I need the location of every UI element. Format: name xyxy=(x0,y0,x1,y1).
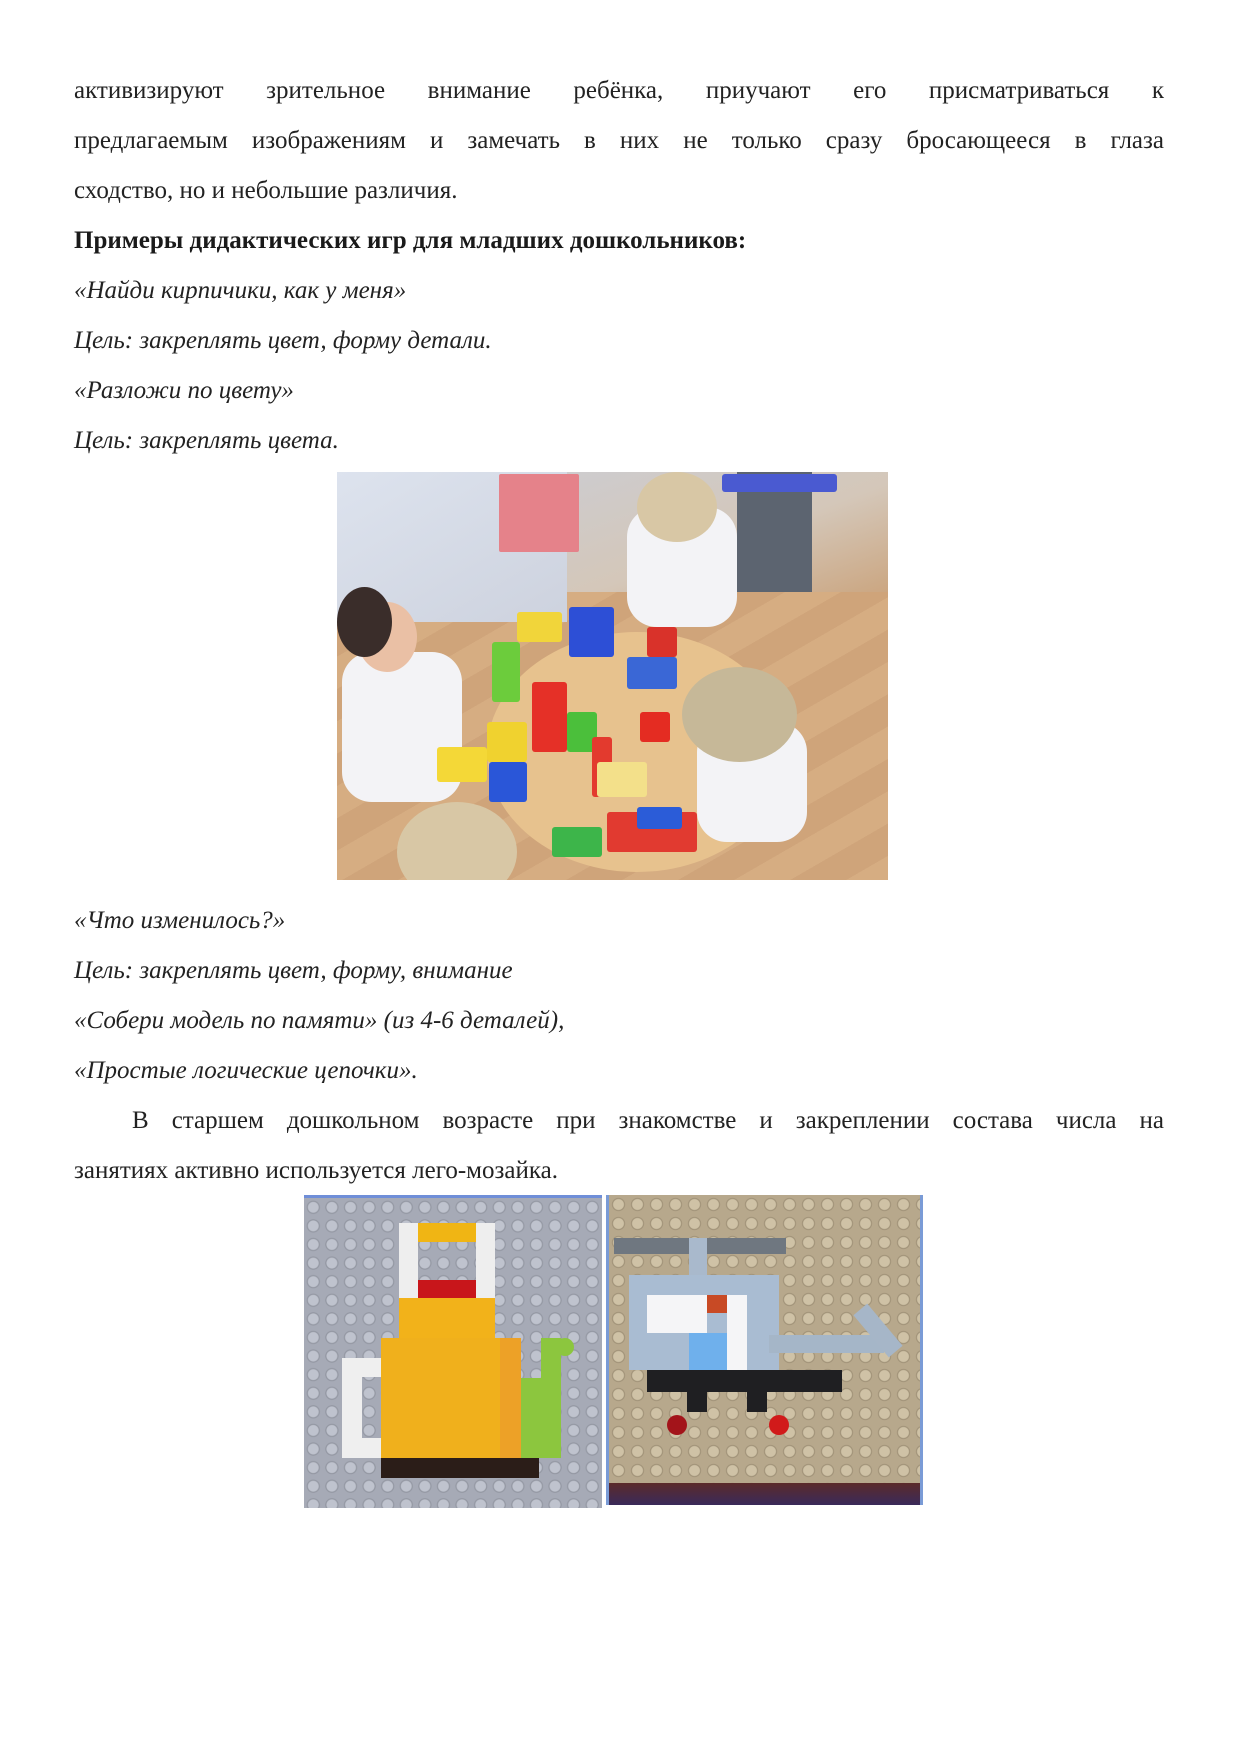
brick-red xyxy=(640,712,670,742)
brick-red xyxy=(532,682,567,752)
teapot-neck xyxy=(399,1298,495,1338)
game-title: «Собери модель по памяти» (из 4-6 деталей), xyxy=(74,1007,565,1034)
brick-blue xyxy=(569,607,614,657)
brick-green xyxy=(492,642,520,702)
game-goal: Цель: закреплять цвет, форму, внимание xyxy=(74,957,513,984)
helicopter-mast xyxy=(689,1238,707,1278)
helicopter-door xyxy=(689,1333,727,1370)
brick-red xyxy=(647,627,677,657)
paragraph-line: сходство, но и небольшие различия. xyxy=(74,177,458,204)
helicopter-red-light xyxy=(707,1295,727,1313)
teapot-lid-top xyxy=(418,1223,476,1242)
paragraph-line: В старшем дошкольном возрасте при знакомстве и закреплении состава числа на xyxy=(132,1107,1164,1134)
brick-yellow xyxy=(487,722,527,762)
game-title: «Что изменилось?» xyxy=(74,907,286,934)
brick-blue xyxy=(489,762,527,802)
baseplate-edge xyxy=(609,1483,920,1505)
paragraph-line: занятиях активно используется лего-мозайка. xyxy=(74,1157,558,1184)
game-title: «Разложи по цвету» xyxy=(74,377,294,404)
brick-blue xyxy=(637,807,682,829)
game-title: «Найди кирпичики, как у меня» xyxy=(74,277,407,304)
pink-box xyxy=(499,474,579,552)
helicopter-leg-left xyxy=(687,1390,707,1412)
baseplate-yellow xyxy=(597,762,647,797)
section-heading: Примеры дидактических игр для младших дошкольников: xyxy=(74,227,747,254)
kid-right-head xyxy=(682,667,797,762)
helicopter-skid xyxy=(647,1370,842,1392)
paragraph-line: активизируют зрительное внимание ребёнка, приучают его присматриваться к xyxy=(74,77,1164,104)
helicopter-window-right xyxy=(727,1295,747,1370)
teapot-handle-bottom xyxy=(342,1438,381,1458)
teapot-lid-frame-left xyxy=(399,1223,418,1298)
helicopter-leg-right xyxy=(747,1390,767,1412)
red-dot xyxy=(667,1415,687,1435)
brick-yellow xyxy=(437,747,487,782)
game-title: «Простые логические цепочки». xyxy=(74,1057,418,1084)
photo-children-lego xyxy=(337,472,888,880)
bin-lid xyxy=(722,474,837,492)
red-dot xyxy=(769,1415,789,1435)
helicopter-window-left xyxy=(647,1295,707,1333)
lego-mosaic-helicopter xyxy=(606,1195,923,1505)
kid-top-head xyxy=(637,472,717,542)
game-goal: Цель: закреплять цвета. xyxy=(74,427,339,454)
helicopter-tail xyxy=(769,1335,884,1353)
brick-blue xyxy=(627,657,677,689)
teapot-lid-frame-right xyxy=(476,1223,495,1298)
teapot-body-shade xyxy=(500,1338,521,1458)
paragraph-line: предлагаемым изображениям и замечать в них не только сразу бросающееся в глаза xyxy=(74,127,1164,154)
brick-green xyxy=(552,827,602,857)
toy-car xyxy=(517,612,562,642)
game-goal: Цель: закреплять цвет, форму детали. xyxy=(74,327,492,354)
kid-left-hair xyxy=(337,587,392,657)
lego-mosaic-teapot xyxy=(304,1195,602,1508)
teapot-spout-tip xyxy=(556,1338,574,1356)
teapot-base xyxy=(381,1458,539,1478)
teapot-red-band xyxy=(418,1280,476,1298)
